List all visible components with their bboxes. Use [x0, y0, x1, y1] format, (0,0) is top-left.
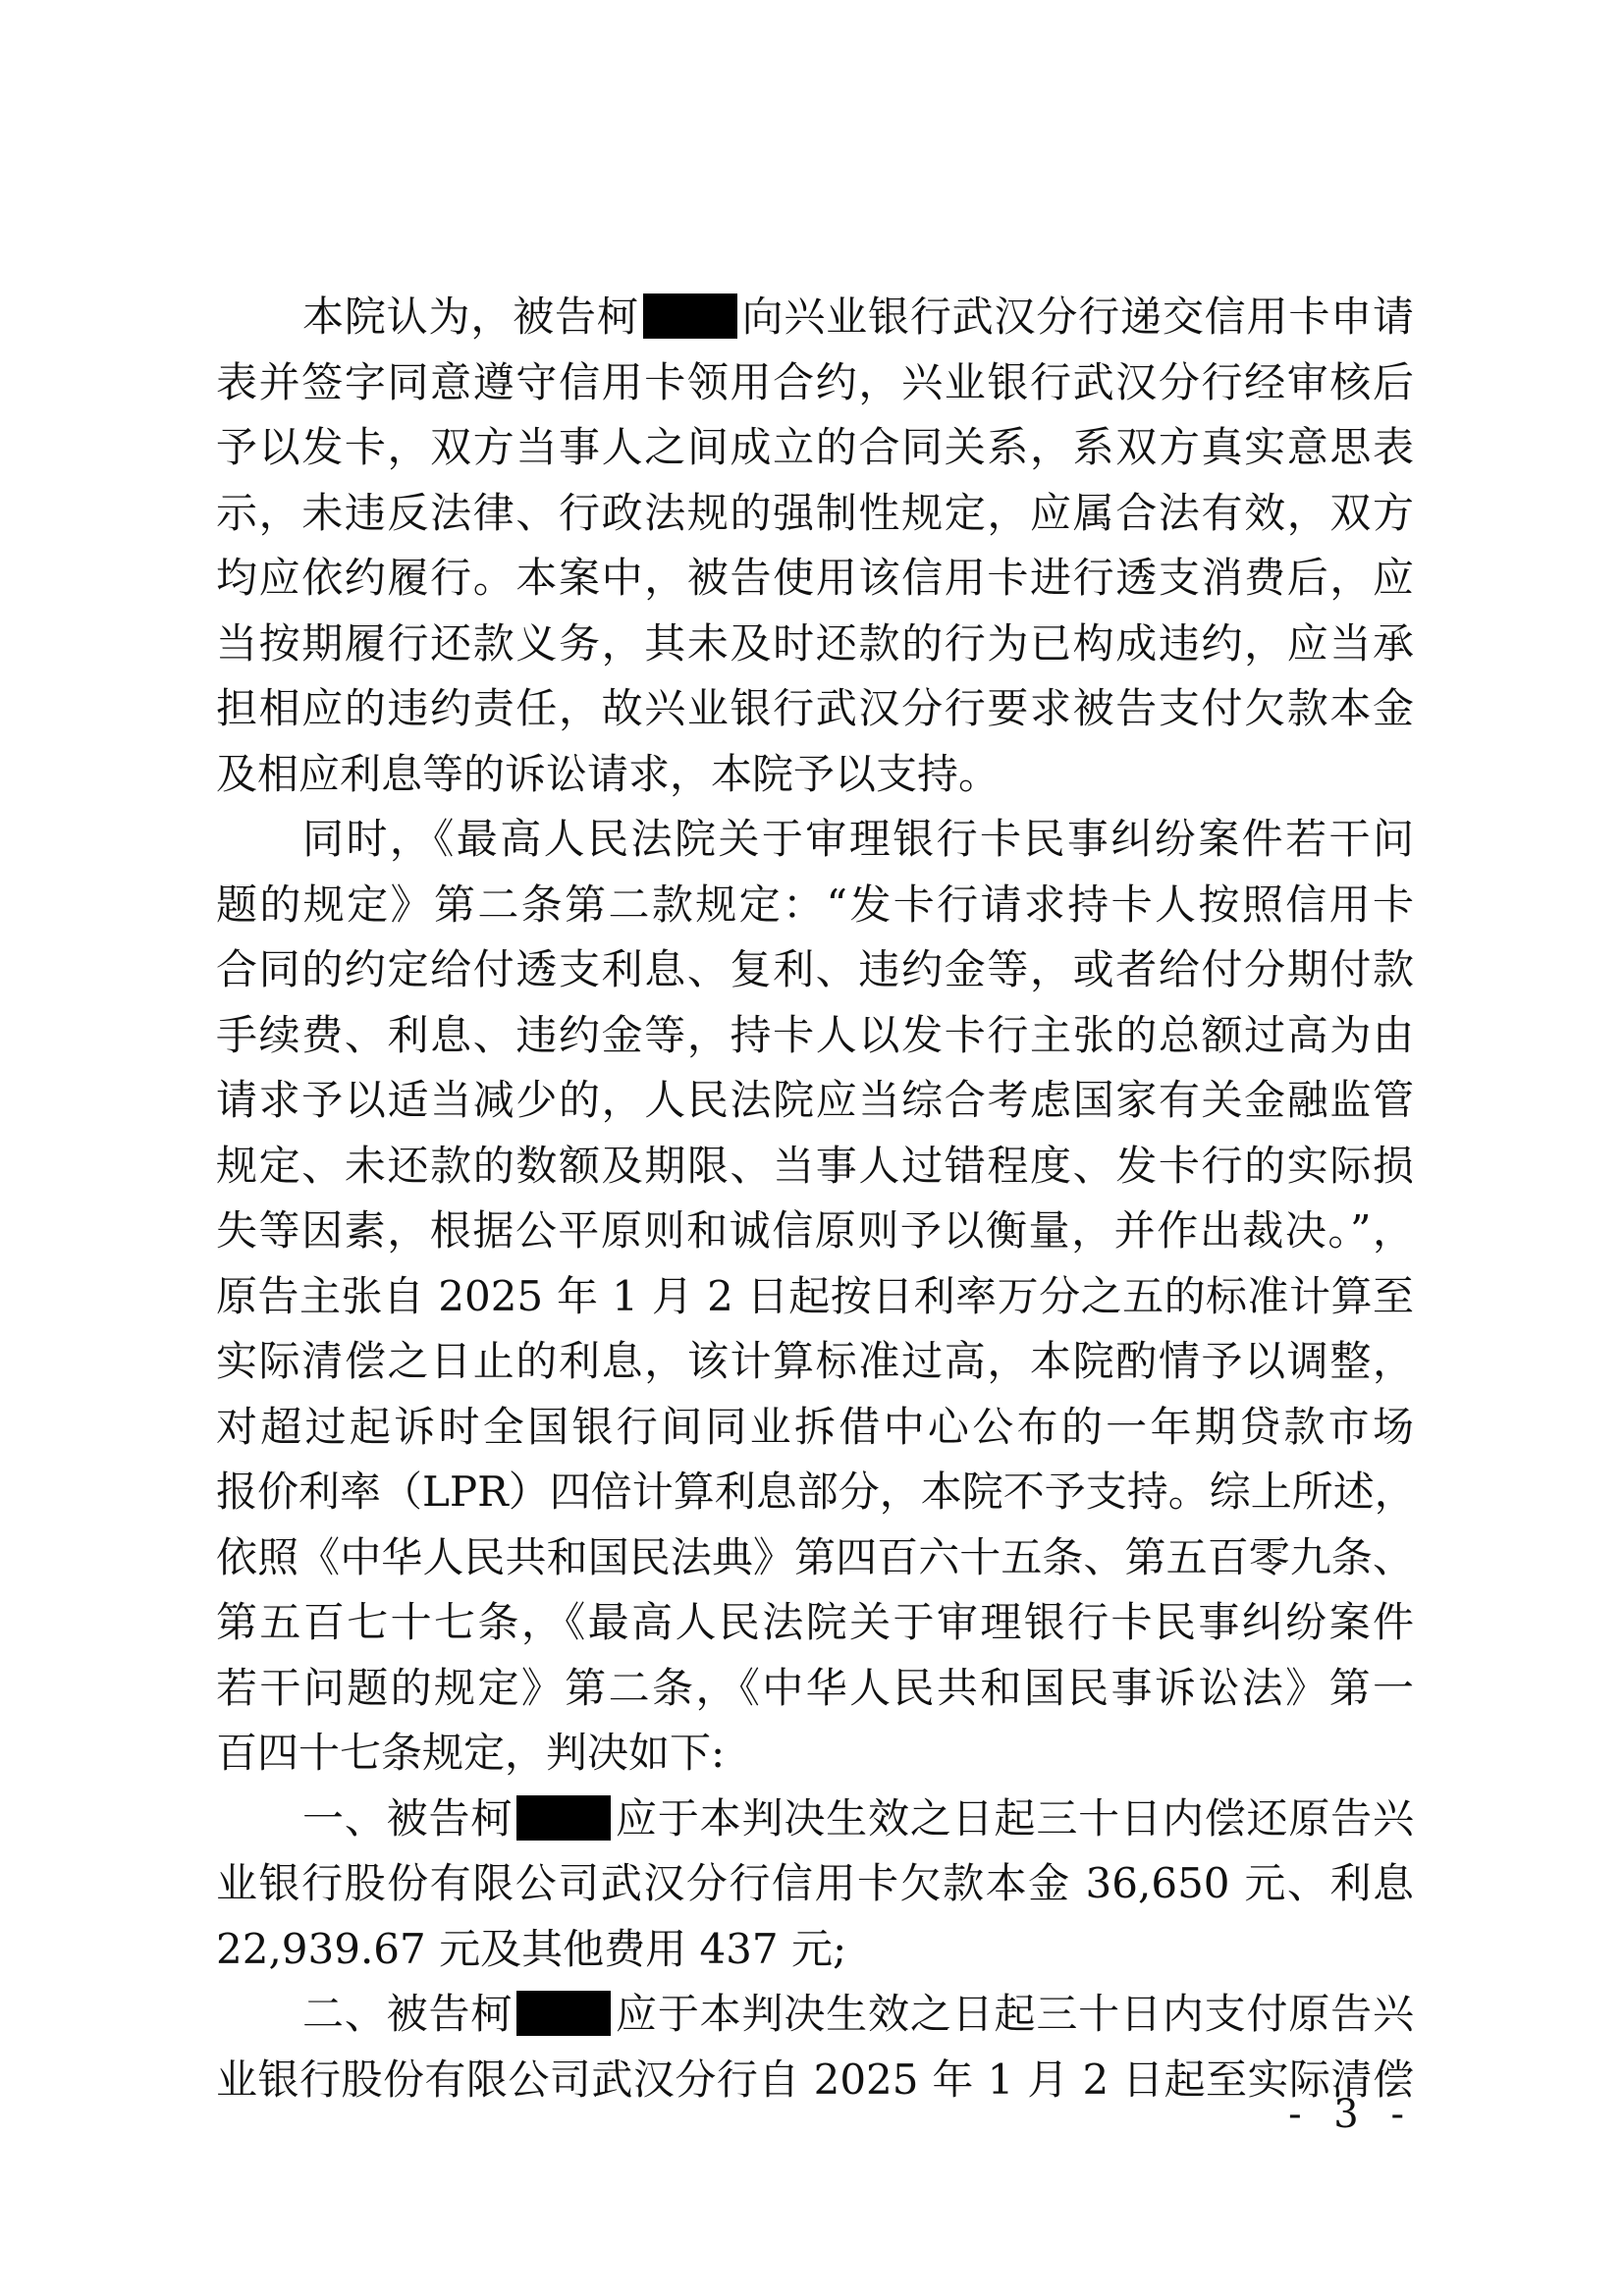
text-segment: 报价利率（LPR）四倍计算利息部分，本院不予支持。综上所述，: [216, 1468, 1416, 1516]
text-line: [216, 1003, 1414, 1069]
text-line: [216, 1134, 1414, 1200]
text-line: [216, 1982, 1414, 2048]
text-line: [216, 1264, 1414, 1330]
redaction-block: [643, 294, 737, 339]
text-segment: 请求予以适当减少的，人民法院应当综合考虑国家有关金融监管: [216, 1076, 1414, 1124]
text-segment: 一、被告柯: [302, 1793, 514, 1842]
text-line: [216, 873, 1414, 938]
text-line: [216, 2048, 1414, 2113]
text-segment: 原告主张自 2025 年 1 月 2 日起按日利率万分之五的标准计算至: [216, 1271, 1414, 1320]
text-segment: 依照《中华人民共和国民法典》第四百六十五条、第五百零九条、: [216, 1532, 1414, 1581]
text-line: [216, 546, 1414, 612]
redaction-block: [516, 1795, 611, 1841]
text-line: [216, 742, 1414, 808]
text-segment: 示，未违反法律、行政法规的强制性规定，应属合法有效，双方: [216, 488, 1414, 537]
text-line: [216, 1917, 1414, 1983]
text-line: [216, 807, 1414, 873]
text-segment: 若干问题的规定》第二条，《中华人民共和国民事诉讼法》第一: [216, 1663, 1414, 1712]
text-segment: 失等因素，根据公平原则和诚信原则予以衡量，并作出裁决。”，: [216, 1206, 1414, 1255]
text-segment: 二、被告柯: [302, 1990, 514, 2038]
text-line: [216, 1068, 1414, 1134]
text-segment: 业银行股份有限公司武汉分行信用卡欠款本金 36,650 元、利息: [216, 1859, 1414, 1907]
text-segment: 同时，《最高人民法院关于审理银行卡民事纠纷案件若干问: [302, 815, 1414, 863]
text-line: [216, 1199, 1414, 1264]
text-line: [216, 1851, 1414, 1917]
text-segment: 题的规定》第二条第二款规定：“发卡行请求持卡人按照信用卡: [216, 880, 1414, 929]
text-segment: 应于本判决生效之日起三十日内偿还原告兴: [615, 1793, 1414, 1842]
redaction-block: [516, 1991, 611, 2036]
text-segment: 合同的约定给付透支利息、复利、违约金等，或者给付分期付款: [216, 945, 1414, 993]
text-line: [216, 1787, 1414, 1852]
judgment-text: [216, 285, 1414, 2112]
text-segment: 本院认为，被告柯: [302, 293, 639, 341]
text-segment: 第五百七十七条，《最高人民法院关于审理银行卡民事纠纷案件: [216, 1598, 1414, 1646]
text-line: [216, 415, 1414, 481]
text-line: [216, 1721, 1414, 1787]
text-line: [216, 481, 1414, 547]
text-segment: 向兴业银行武汉分行递交信用卡申请: [740, 293, 1414, 341]
text-segment: 规定、未还款的数额及期限、当事人过错程度、发卡行的实际损: [216, 1141, 1414, 1190]
text-line: [216, 1329, 1414, 1395]
text-line: [216, 937, 1414, 1003]
text-segment: 及相应利息等的诉讼请求，本院予以支持。: [216, 749, 1001, 798]
text-segment: 应于本判决生效之日起三十日内支付原告兴: [615, 1990, 1414, 2038]
text-segment: 实际清偿之日止的利息，该计算标准过高，本院酌情予以调整，: [216, 1337, 1414, 1385]
text-segment: 担相应的违约责任，故兴业银行武汉分行要求被告支付欠款本金: [216, 684, 1414, 732]
text-segment: 均应依约履行。本案中，被告使用该信用卡进行透支消费后，应: [216, 554, 1414, 602]
text-line: [216, 1656, 1414, 1722]
text-segment: 手续费、利息、违约金等，持卡人以发卡行主张的总额过高为由: [216, 1010, 1414, 1059]
text-segment: 对超过起诉时全国银行间同业拆借中心公布的一年期贷款市场: [216, 1402, 1414, 1451]
text-line: [216, 676, 1414, 742]
text-line: [216, 350, 1414, 416]
text-line: [216, 1590, 1414, 1656]
text-line: [216, 285, 1414, 350]
text-line: [216, 1460, 1414, 1525]
text-segment: 业银行股份有限公司武汉分行自 2025 年 1 月 2 日起至实际清偿: [216, 2055, 1414, 2104]
text-line: [216, 612, 1414, 677]
text-segment: 表并签字同意遵守信用卡领用合约，兴业银行武汉分行经审核后: [216, 357, 1414, 406]
text-segment: 22,939.67 元及其他费用 437 元;: [216, 1924, 847, 1973]
text-segment: 当按期履行还款义务，其未及时还款的行为已构成违约，应当承: [216, 618, 1414, 667]
text-line: [216, 1525, 1414, 1591]
text-segment: 百四十七条规定，判决如下:: [216, 1729, 726, 1777]
text-line: [216, 1395, 1414, 1461]
text-segment: 予以发卡，双方当事人之间成立的合同关系，系双方真实意思表: [216, 423, 1414, 471]
page-number: - 3 -: [1288, 2092, 1414, 2137]
